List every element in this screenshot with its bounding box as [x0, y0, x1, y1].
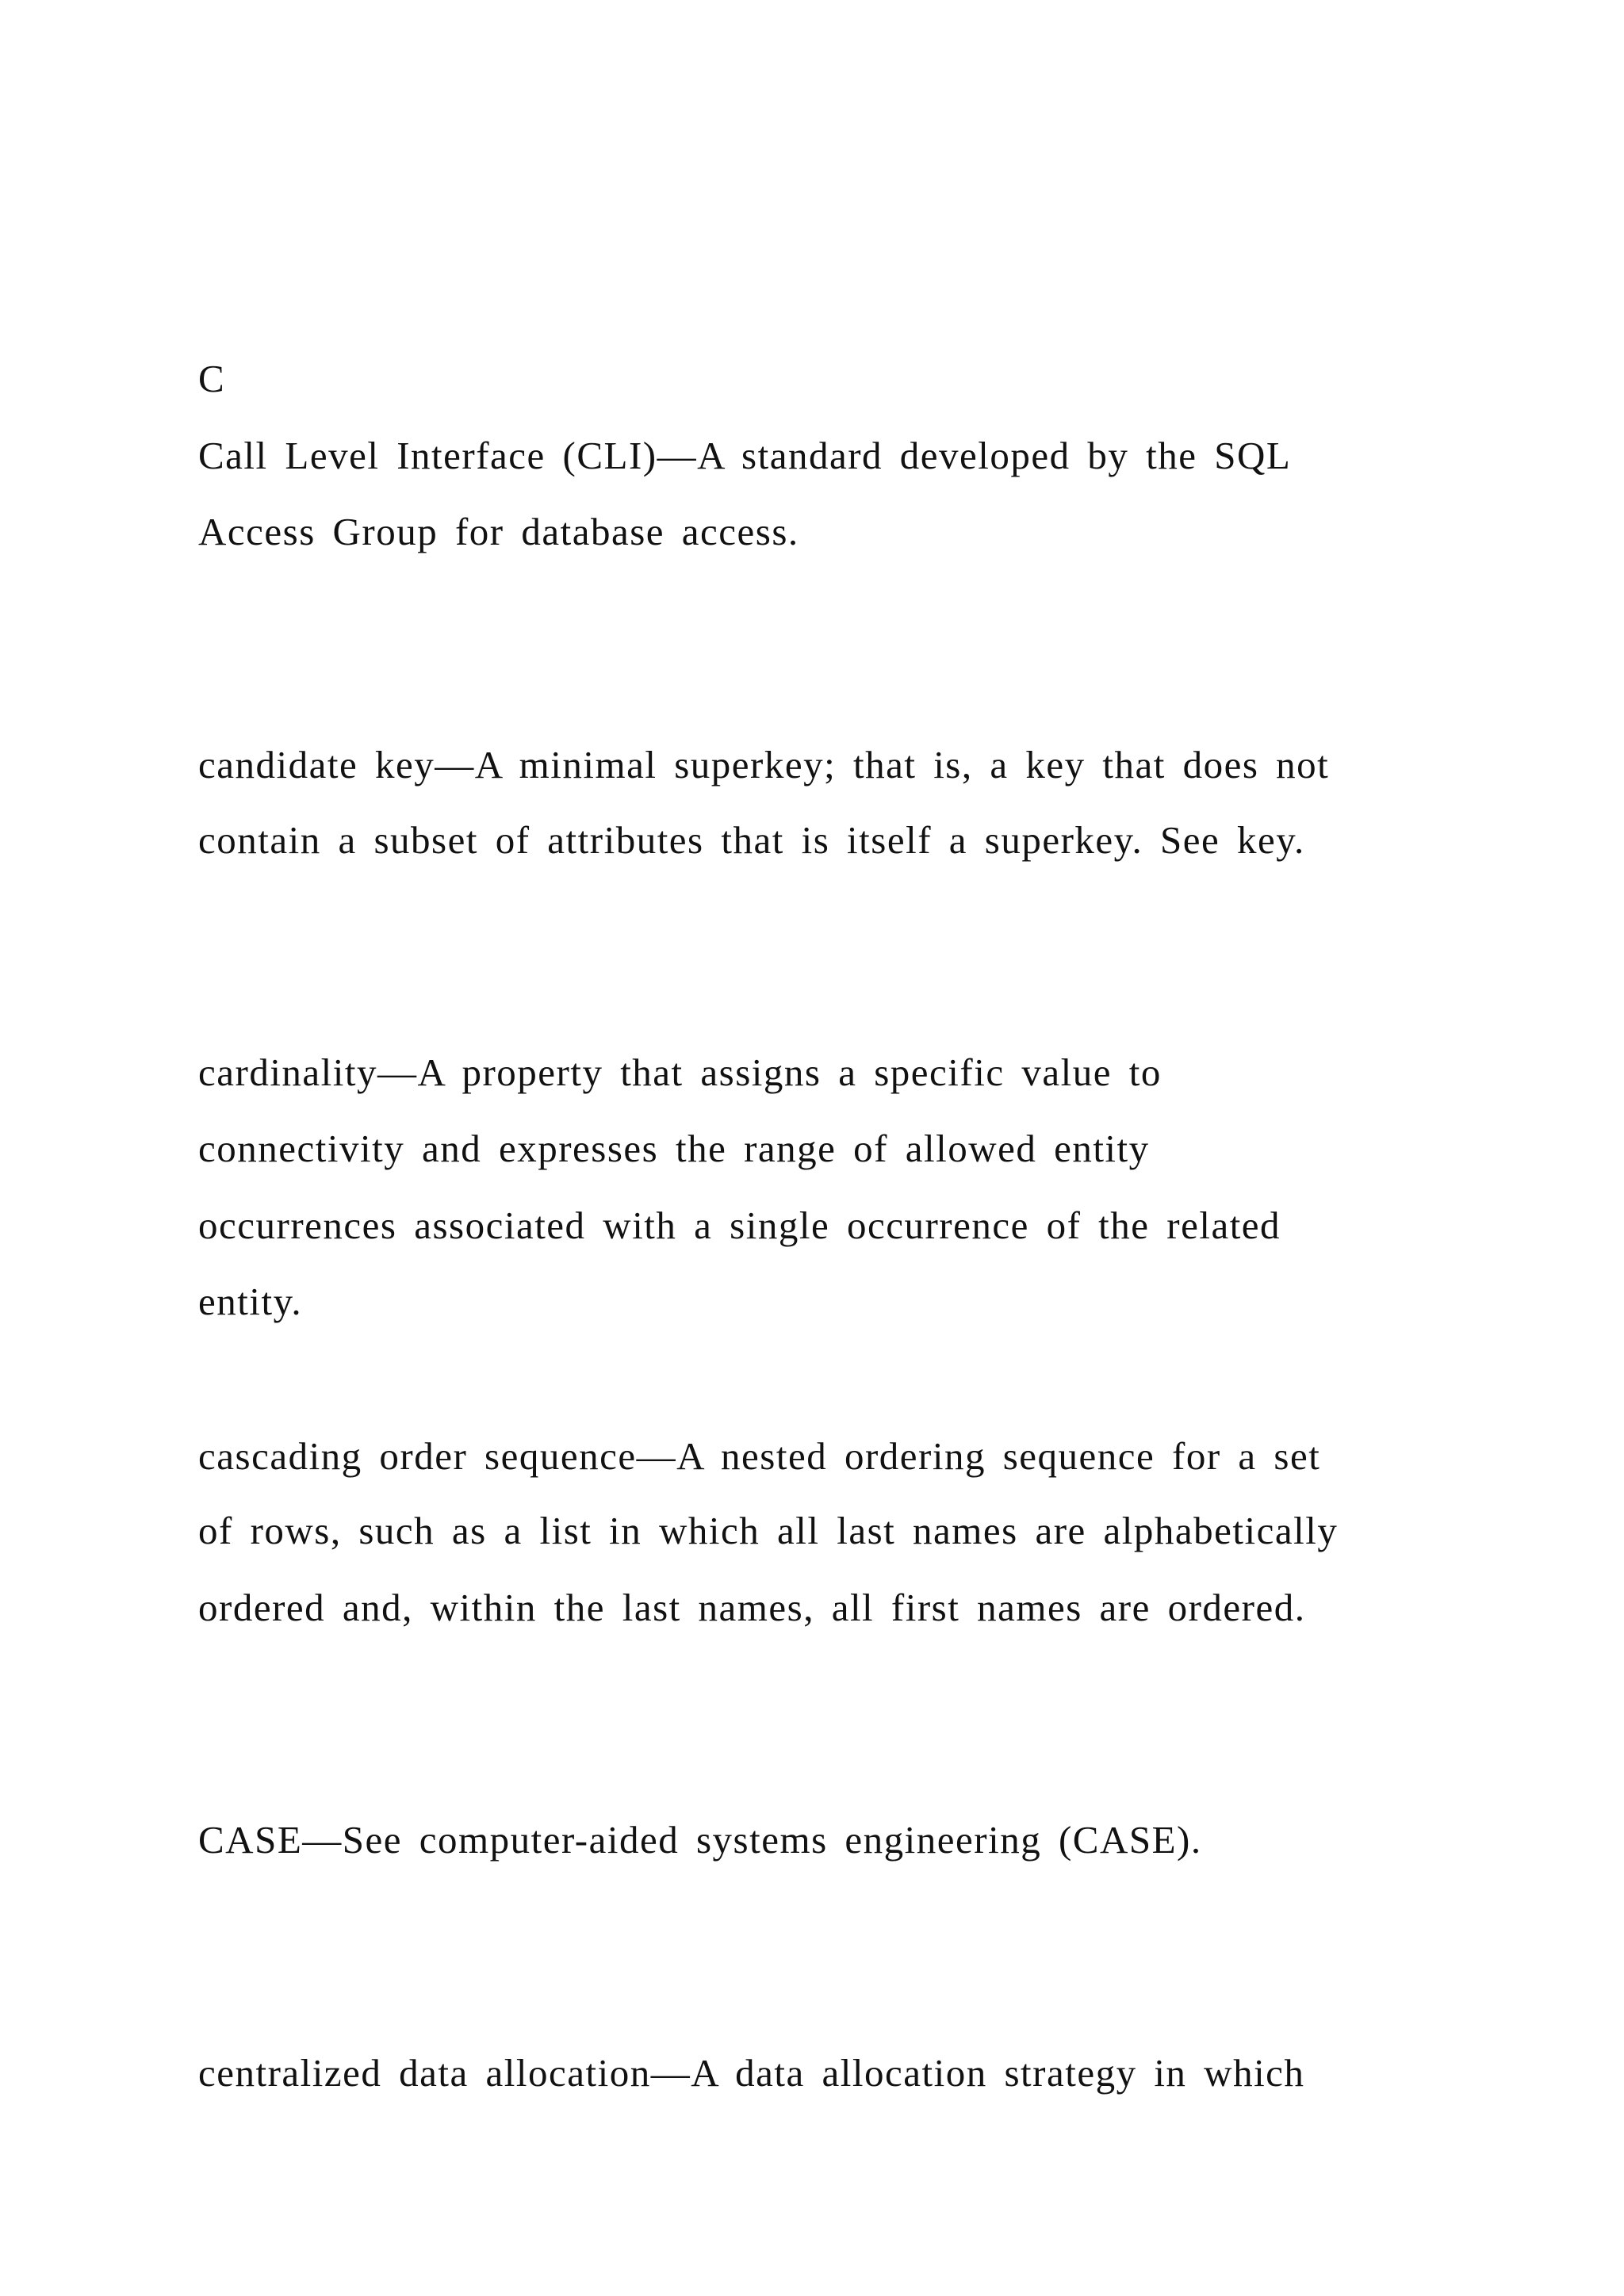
entry-line: Call Level Interface (CLI)—A standard developed by the SQL: [198, 434, 1292, 477]
entry-line: contain a subset of attributes that is itself a superkey. See key.: [198, 818, 1305, 862]
entry-line: ordered and, within the last names, all first names are ordered.: [198, 1586, 1306, 1629]
entry-line: CASE—See computer-aided systems engineering (CASE).: [198, 1818, 1202, 1862]
entry-line: occurrences associated with a single occurrence of the related: [198, 1203, 1281, 1247]
entry-line: centralized data allocation—A data allocation strategy in which: [198, 2051, 1305, 2095]
entry-line: candidate key—A minimal superkey; that is, a key that does not: [198, 743, 1330, 786]
entry-line: cascading order sequence—A nested ordering sequence for a set: [198, 1434, 1321, 1478]
section-letter: C: [198, 357, 226, 400]
entry-line: connectivity and expresses the range of allowed entity: [198, 1127, 1150, 1170]
entry-line: of rows, such as a list in which all last names are alphabetically: [198, 1509, 1339, 1552]
entry-line: Access Group for database access.: [198, 510, 799, 553]
entry-line: entity.: [198, 1280, 303, 1323]
entry-line: cardinality—A property that assigns a specific value to: [198, 1050, 1162, 1094]
